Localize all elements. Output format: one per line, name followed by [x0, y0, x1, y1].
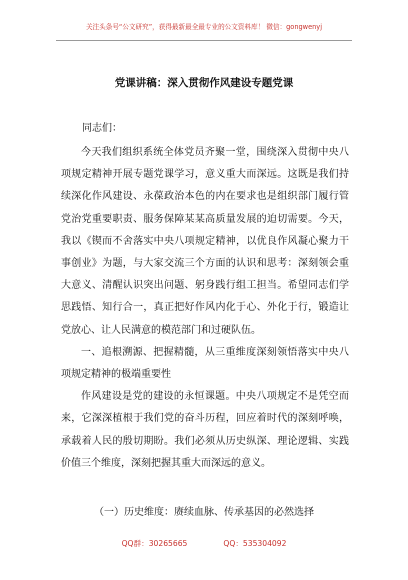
- subsection-heading: （一）历史维度：赓续血脉、传承基因的必然选择: [94, 507, 314, 518]
- paragraph-section-one: 作风建设是党的建设的永恒课题。中央八项规定不是凭空而来，它深深植根于我们党的奋斗历程，回应着时代的深刻呼唤，承载着人民的殷切期盼。我们必须从历史纵深、理论逻辑、实践价值三个维度，深刻把握其重大而深远的意义。: [61, 391, 349, 469]
- paragraph-intro: 今天我们组织系统全体党员齐聚一堂，围绕深入贯彻中央八项规定精神开展专题党课学习，意义重大而深远。这既是我们持续深化作风建设、永葆政治本色的内在要求也是组织部门履行管党治党重要职责、服务保障某某高质量发展的迫切需要。今天，我以《锲而不舍落实中央八项规定精神，以优良作风凝心聚力干事创业》为题，与大家交流三个方面的认识和思考：深刻领会重大意义、清醒认识突出问题、躬身践行组工担当。希望同志们学思践悟、知行合一，真正把好作风内化于心、外化于行，锻造让党放心、让人民满意的模范部门和过硬队伍。: [61, 147, 349, 336]
- footer-qq-number: QQ：535304092: [223, 539, 287, 548]
- header-divider: [56, 40, 352, 41]
- footer-contact: [0, 538, 408, 549]
- document-title: 党课讲稿：深入贯彻作风建设专题党课: [114, 77, 294, 89]
- salutation: 同志们：: [82, 123, 122, 134]
- document-body: [61, 142, 349, 475]
- section-one-heading: 一、追根溯源、把握精髓，从三重维度深刻领悟落实中央八项规定精神的极端重要性: [61, 346, 349, 381]
- footer-qq-group: QQ群：30265665: [121, 539, 188, 548]
- header-promo-note: 关注头条号“公文研究”，获得最新最全最专业的公文资料库！ 微信：gongwenyj: [85, 23, 323, 31]
